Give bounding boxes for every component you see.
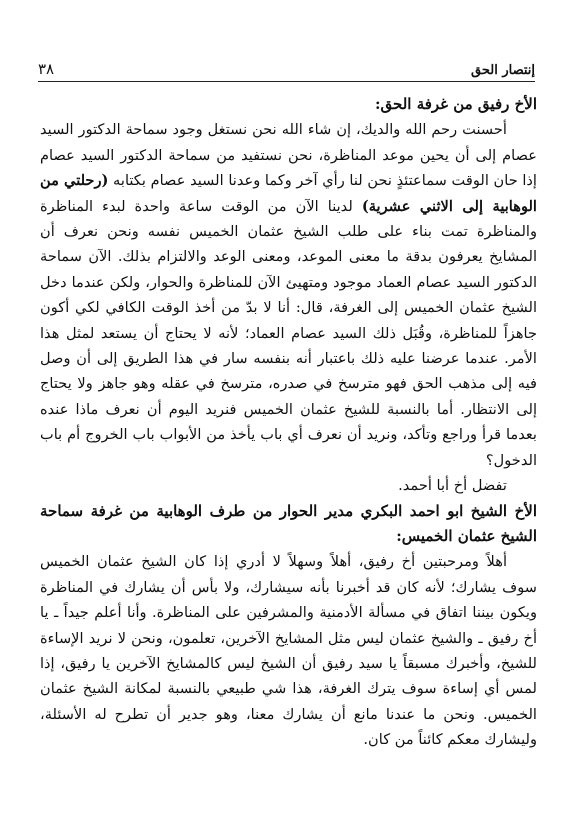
paragraph-text: أحسنت رحم الله والديك، إن شاء الله نحن نستغل وجود سماحة الدكتور السيد عصام إلى أن يحين موعد المناظرة، نحن نستفيد من سماحة الدكتور السيد عصام إذا حان الوقت سماعتئذٍ نحن لنا رأي آخر وكما وعدنا السيد عصام بكتابه xyxy=(40,121,537,190)
paragraph xyxy=(40,549,537,752)
paragraph xyxy=(40,117,537,473)
speaker-heading: الأخ رفيق من غرفة الحق: xyxy=(375,95,537,113)
page-number: ٣٨ xyxy=(38,60,55,78)
running-header xyxy=(38,58,535,82)
speaker-heading: الأخ الشيخ ابو احمد البكري مدير الحوار من طرف الوهابية من غرفة سماحة الشيخ عثمان الخميس: xyxy=(40,501,537,545)
plain-line: تفضل أخ أبا أحمد. xyxy=(398,477,507,495)
page-body xyxy=(40,92,537,753)
book-title: إنتصار الحق xyxy=(471,63,535,78)
paragraph-text: لدينا الآن من الوقت ساعة واحدة لبدء المناظرة والمناظرة تمت بناء على طلب الشيخ عثمان الخميس نفسه ونحن نعرف أن المشايخ يعرفون بدقة ما معنى الموعد، ومعنى الوعد والالتزام بذلك. الآن سماحة الدكتور السيد عصام العماد موجود ومتهيئ الآن للمناظرة والحوار، ولكن عندما دخل الشيخ عثمان الخميس إلى الغرفة، قال: أنا لا بدّ من أخذ الوقت الكافي لكي أكون جاهزاً للمناظرة، وقُبَل ذلك السيد عصام العماد؛ لأنه لا يحتاج أن يستعد لمثل هذا الأمر. عندما عرضنا عليه ذلك باعتبار أنه بنفسه سار في هذا الطريق إلى أن وصل فيه إلى مذهب الحق فهو مترسخ في صدره، مترسخ في عقله وهو جاهز ولا يحتاج إلى الانتظار. أما بالنسبة للشيخ عثمان الخميس فنريد اليوم أن نعرف ماذا عنده بعدما قرأ وراجع وتأكد، ونريد أن نعرف أي باب يأخذ من الأبواب باب الخروج أم باب الدخول؟ xyxy=(40,197,537,469)
book-citation: (رحلتي من الوهابية إلى الاثني عشرية) xyxy=(40,172,537,215)
paragraph-text: أهلاً ومرحبتين أخ رفيق، أهلاً وسهلاً لا أدري إذا كان الشيخ عثمان الخميس سوف يشارك؛ لأنه كان قد أخبرنا بأنه سيشارك، ولا بأس أن يشارك في المناظرة ويكون بيننا اتفاق في مسألة الأدمنية والمشرفين على المناظرة. وأنا أعلم جيداً ـ يا أخ رفيق ـ والشيخ عثمان ليس مثل المشايخ الآخرين، تعلمون، ونحن لا نريد الإساءة للشيخ، وأخبرك مسبقاً يا سيد رفيق أن الشيخ ليس كالمشايخ الآخرين يا رفيق، إذا لمس أي إساءة سوف يترك الغرفة، هذا شي طبيعي بالنسبة لمكانة الشيخ عثمان الخميس. ونحن ما عندنا مانع أن يشارك معنا، وهو جدير أن تطرح له الأسئلة، وليشارك معكم كائناً من كان. xyxy=(40,553,537,749)
